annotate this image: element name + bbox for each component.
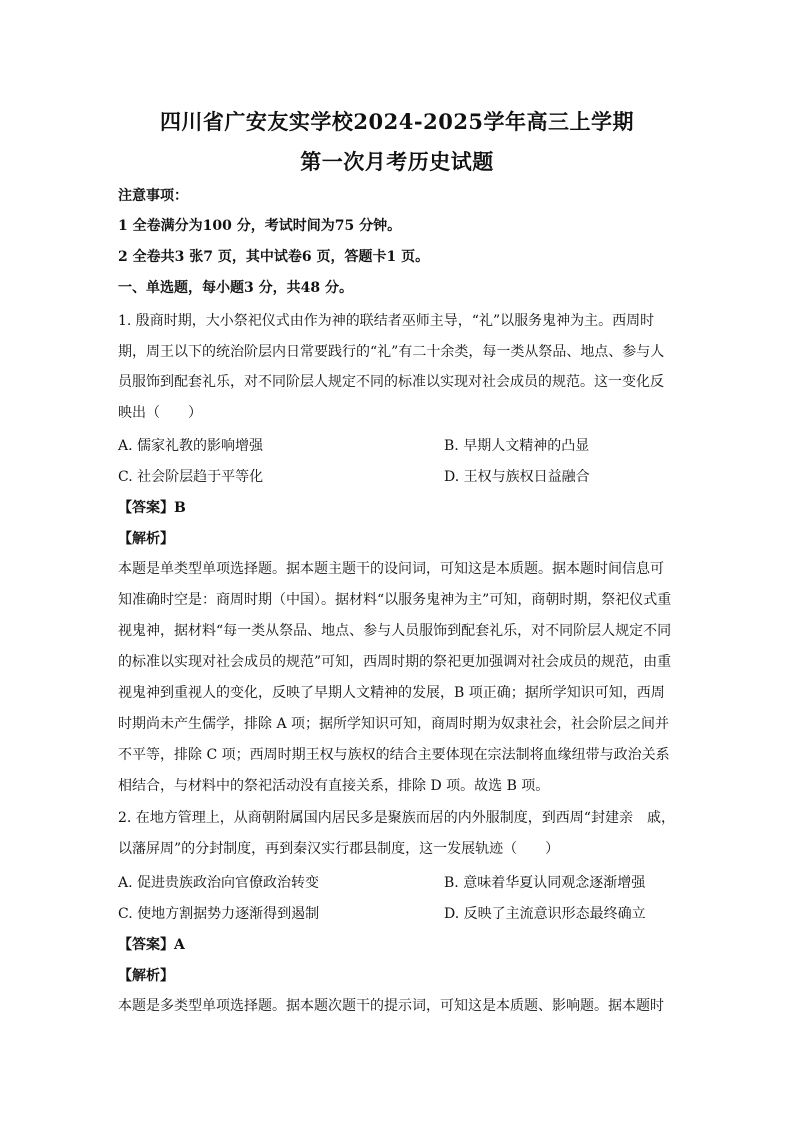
exam-title-line1: 四川省广安友实学校2024-2025学年高三上学期 [159,109,635,134]
q1-analysis-line: 视鬼神，据材料“每一类从祭品、地点、参与人员服饰到配套礼乐，对不同阶层人规定不同 [118,623,672,639]
q1-analysis-line: 视鬼神到重视人的变化，反映了早期人文精神的发展，B 项正确；据所学知识可知，西周 [118,685,665,701]
q1-stem-line: 1. 殷商时期，大小祭祀仪式由作为神的联结者巫师主导，“礼”以服务鬼神为主。西周时 [118,313,655,329]
q1-stem-line: 映出（ ） [118,405,202,421]
q1-analysis-label: 【解析】 [118,531,174,547]
q1-option-a: A. 儒家礼教的影响增强 [118,438,264,454]
q2-option-d: D. 反映了主流意识形态最终确立 [444,906,646,922]
q2-option-c: C. 使地方割据势力逐渐得到遏制 [118,906,320,922]
exam-title-line2: 第一次月考历史试题 [300,149,494,174]
q1-stem-line: 员服饰到配套礼乐，对不同阶层人规定不同的标准以实现对社会成员的规范。这一变化反 [118,374,664,390]
notes-item-1: 1 全卷满分为100 分，考试时间为75 分钟。 [118,218,402,234]
section-heading: 一、单选题，每小题3 分，共48 分。 [118,280,353,296]
q1-option-b: B. 早期人文精神的凸显 [444,438,590,454]
q1-analysis-line: 不平等，排除 C 项；西周时期王权与族权的结合主要体现在宗法制将血缘纽带与政治关系 [118,747,670,763]
q2-analysis-label: 【解析】 [118,968,174,984]
q2-stem-line: 以藩屏周”的分封制度，再到秦汉实行郡县制度，这一发展轨迹（ ） [118,841,560,857]
q2-option-a: A. 促进贵族政治向官僚政治转变 [118,875,320,891]
notes-heading: 注意事项： [118,188,188,204]
q1-analysis-line: 本题是单类型单项选择题。据本题主题干的设问词，可知这是本质题。据本题时间信息可 [118,561,664,577]
q1-analysis-line: 的标准以实现对社会成员的规范”可知，西周时期的祭祀更加强调对社会成员的规范，由重 [118,654,672,670]
q1-option-c: C. 社会阶层趋于平等化 [118,469,264,485]
q2-analysis-line: 本题是多类型单项选择题。据本题次题干的提示词，可知这是本质题、影响题。据本题时 [118,998,664,1014]
notes-item-2: 2 全卷共3 张7 页，其中试卷6 页，答题卡1 页。 [118,249,430,265]
q1-answer: 【答案】B [118,500,186,516]
q2-option-b: B. 意味着华夏认同观念逐渐增强 [444,875,646,891]
q1-stem-line: 期，周王以下的统治阶层内日常要践行的“礼”有二十余类，每一类从祭品、地点、参与人 [118,344,665,360]
q1-analysis-line: 时期尚未产生儒学，排除 A 项；据所学知识可知，商周时期为奴隶社会，社会阶层之间并 [118,716,670,732]
q2-stem-line: 2. 在地方管理上，从商朝附属国内居民多是聚族而居的内外服制度，到西周“封建亲 戚， [118,810,675,826]
q1-analysis-line: 相结合，与材料中的祭祀活动没有直接关系，排除 D 项。故选 B 项。 [118,778,550,794]
q2-answer: 【答案】A [118,937,185,953]
q1-option-d: D. 王权与族权日益融合 [444,469,590,485]
q1-analysis-line: 知准确时空是：商周时期（中国）。据材料“以服务鬼神为主”可知，商朝时期，祭祀仪式重 [118,592,672,608]
